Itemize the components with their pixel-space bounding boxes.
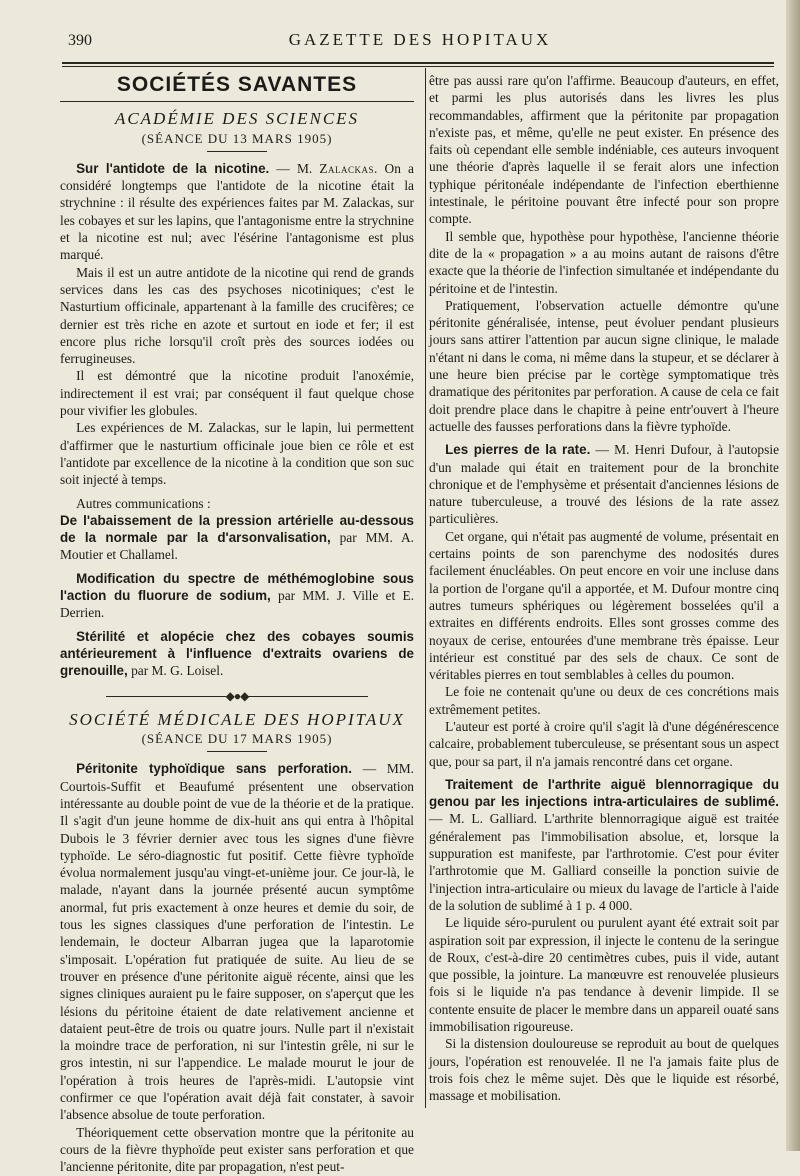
rate-text-1: — M. Henri Dufour, à l'autopsie d'un malade qui était en traitement pour de la bronchite chronique et de l'emphysème et présentait d'anciennes lésions de nature tuberculeuse, a trouvé des lésions de la rate assez particulières.: [429, 442, 780, 527]
column-divider: [425, 68, 426, 1108]
section-rule: [60, 101, 414, 102]
communication-2-title: Modification du spectre de méthémoglobine sous l'action du fluorure de sodium,: [60, 570, 414, 604]
arthrite-paragraph-3: Si la distension douloureuse se reproduit au bout de quelques jours, l'opération est renouvelée. Il ne l'a jamais faite plus de trois fois chez le même sujet. Dès que le liquide est résorbé, massage et mobilisation.: [429, 1036, 779, 1104]
left-column: [60, 72, 414, 1176]
right-column: [429, 72, 779, 1105]
rate-paragraph-2: Cet organe, qui n'était pas augmenté de volume, présentait en certains points de son parenchyme des nodosités dures facilement énucléables. On peut encore en voir une incluse dans la portion de l'organe qu'il a apportée, et M. Dufour montre cinq autres tumeurs sphériques ou légèrement bosselées qu'il a extraites en différents endroits. Elles sont grosses comme des noyaux de cerise, entourées d'une membrane très épaisse. Leur intérieur est constitué par des sels de chaux. Ce sont de véritables pierres en tout semblables à celles du poumon.: [429, 528, 779, 683]
communication-1-title: De l'abaissement de la pression artérielle au-dessous de la normale par la d'arsonvalisation,: [60, 512, 414, 546]
ornament-divider: ◆●◆: [60, 688, 414, 705]
peritonite-paragraph-1: [60, 760, 414, 1123]
short-rule: [207, 151, 267, 152]
autres-communications: Autres communications :: [76, 495, 211, 511]
arthrite-paragraph-2: Le liquide séro-purulent ou purulent ayant été extrait soit par aspiration soit par expression, il injecte le contenu de la seringue de Roux, c'est-à-dire 20 centimètres cubes, puis il vide, autant que possible, la jointure. La manœuvre est renouvelée plusieurs fois si le liquide n'a pas tendance à devenir limpide. Il se contente ensuite de placer le membre dans un appareil ouaté sans immobilisation rigoureuse.: [429, 915, 779, 1035]
right-paragraph-3: Pratiquement, l'observation actuelle démontre qu'une péritonite généralisée, intense, peut évoluer pendant plusieurs jours sans attirer l'attention par aucun signe clinique, le malade n'étant ni dans le coma, ni même dans la stupeur, et se déclarer à une heure bien précise par le cortège symptomatique très dramatique des péritonites par perforation. A cause de cela ce fait doit prendre place dans le chapitre à peine entr'ouvert à l'heure actuelle des fausses perforations dans la fièvre typhoïde.: [429, 297, 779, 434]
rate-paragraph-3: Le foie ne contenait qu'une ou deux de ces concrétions mais extrêmement petites.: [429, 684, 779, 717]
nicotine-author: Zalackas: [319, 160, 375, 176]
nicotine-paragraph-1: [60, 160, 414, 264]
society-heading: SOCIÉTÉ MÉDICALE DES HOPITAUX: [69, 709, 405, 729]
nicotine-paragraph-4: Les expériences de M. Zalackas, sur le lapin, lui permettent d'affirmer que le nasturtium officinale joue bien ce rôle et est l'antidote par excellence de la nicotine à la condition que son suc soit injecté à temps.: [60, 420, 414, 488]
nicotine-paragraph-3: Il est démontré que la nicotine produit l'anoxémie, indirectement il est vrai; par conséquent il faut quelque chose pour vivifier les globules.: [60, 368, 414, 419]
communication-3: [60, 628, 414, 680]
communication-2: [60, 570, 414, 622]
communication-1: [60, 512, 414, 564]
page-header: [60, 30, 780, 52]
header-rule-thin: [62, 66, 774, 67]
running-title: GAZETTE DES HOPITAUX: [288, 30, 552, 49]
arthrite-text-1: — M. L. Galliard. L'arthrite blennorragique aiguë est traitée généralement pas l'immobilisation absolue, et, lorsque la suppuration est manifeste, par l'arthrotomie. C'est pour éviter l'arthrotomie que M. Galliard conseille la ponction suivie de l'injection intra-articulaire ou mieux du lavage de l'article à l'aide de la solution de sublimé à 1 p. 4 000.: [429, 811, 779, 913]
right-paragraph-2: Il semble que, hypothèse pour hypothèse, l'ancienne théorie dite de la « propagation » a au moins autant de raisons d'être exacte que la théorie de l'infection simultanée et indépendante du péritoine et de l'intestin.: [429, 228, 779, 296]
communication-2-authors: par MM. J. Ville et E. Derrien.: [60, 588, 414, 621]
section-title: SOCIÉTÉS SAVANTES: [116, 73, 358, 96]
page-edge: [786, 0, 800, 1151]
arthrite-paragraph-1: [429, 776, 779, 914]
communication-3-title: Stérilité et alopécie chez des cobayes soumis antérieurement à l'influence d'extraits ovariens de grenouille,: [60, 628, 414, 679]
academy-heading: ACADÉMIE DES SCIENCES: [114, 109, 360, 129]
peritonite-text-1: — MM. Courtois-Suffit et Beaufumé présentent une observation intéressante au double point de vue de la théorie et de la pratique. Il s'agit d'un jeune homme de dix-huit ans qui entra à l'hôpital Dubois le 3 février dernier avec tous les signes d'une fièvre typhoïde. Le séro-diagnostic fut positif. Cette fièvre typhoïde évolua normalement jusqu'au vingt-et-unième jour. Ce jour-là, le malade, n'ayant dans la journée présenté aucun symptôme anormal, fut pris exactement à onze heures et demie du soir, de tous les signes classiques d'une perforation de l'intestin. Le lendemain, le docteur Albarran jugea que la laparotomie s'imposait. L'opération fut pratiquée de suite. Au lieu de se trouver en présence d'une péritonite aiguë récente, ainsi que les signes cliniques auraient pu le faire supposer, on s'aperçut que les lésions du péritoine étaient de date relativement ancienne et dataient peut-être de trois ou quatre jours. Nulle part il n'existait la moindre trace de perforation, ni sur l'intestin grêle, ni sur le gros intestin, ni sur l'appendice. Le malade mourut le jour de l'opération à trois heures de l'après-midi. L'autopsie vint confirmer ce que l'opération avait déjà fait constater, à savoir l'absence absolue de toute perforation.: [60, 761, 415, 1123]
rate-paragraph-4: L'auteur est porté à croire qu'il s'agit là d'une dégénérescence calcaire, probablement tuberculeuse, se présentant sous un aspect que, pour sa part, il n'a jamais rencontré dans cet organe.: [429, 718, 779, 769]
communication-3-authors: par M. G. Loisel.: [127, 663, 224, 679]
rate-heading: Les pierres de la rate.: [445, 442, 591, 458]
nicotine-dash: — M.: [269, 160, 320, 176]
short-rule-2: [207, 751, 267, 752]
peritonite-paragraph-2: Théoriquement cette observation montre que la péritonite au cours de la fièvre thyphoïde peut exister sans perforation et que l'ancienne péritonite, dite par propagation, n'est peut-: [60, 1124, 414, 1175]
peritonite-heading: Péritonite typhoïdique sans perforation.: [76, 761, 352, 777]
header-rule: [62, 62, 774, 64]
arthrite-heading: Traitement de l'arthrite aiguë blennorragique du genou par les injections intra-articulaires de sublimé.: [429, 776, 779, 810]
communication-1-authors: par MM. A. Moutier et Challamel.: [60, 530, 414, 563]
nicotine-paragraph-2: Mais il est un autre antidote de la nicotine qui rend de grands services dans les cas des psychoses nicotiniques; c'est le Nasturtium officinale, appartenant à la famille des crucifères; ce dernier est très riche en azote et surtout en iode et fer; il est encore plus riche lorsqu'il croît près des sources iodées ou ferrugineuses.: [60, 264, 414, 367]
rate-paragraph-1: [429, 441, 779, 527]
nicotine-heading: Sur l'antidote de la nicotine.: [76, 160, 270, 176]
nicotine-text-1: . On a considéré longtemps que l'antidote de la nicotine était la strychnine : il résulte des expériences faites par M. Zalackas, sur les cobayes et sur les lapins, que l'antagonisme entre la strychnine et la nicotine est nul; avec l'ésérine l'antagonisme est plus marqué.: [60, 160, 414, 263]
society-seance: (SÉANCE DU 17 MARS 1905): [141, 731, 333, 747]
right-paragraph-1: être pas aussi rare qu'on l'affirme. Beaucoup d'auteurs, en effet, et parmi les plus autorisés dans les livres les plus recommandables, affirment que la péritonite par propagation n'existe pas, et même, qu'elle ne peut exister. En présence des faits où cependant elle semble indéniable, ces auteurs invoquent une théorie d'après laquelle il se ferait alors une infection typhique péritonéale indépendante de l'infection eberthienne intestinale, le péritoine pouvant être infecté pour son propre compte.: [429, 73, 779, 227]
academy-seance: (SÉANCE DU 13 MARS 1905): [141, 130, 333, 146]
page-number: 390: [68, 32, 92, 49]
